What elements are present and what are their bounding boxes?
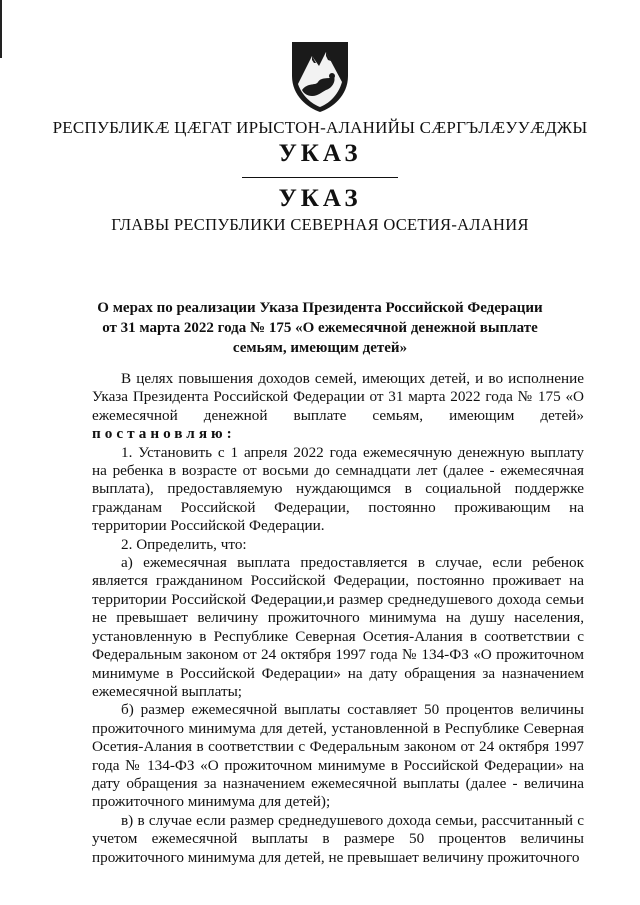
- intro-paragraph: [92, 370, 584, 444]
- title-line: от 31 марта 2022 года № 175 «О ежемесячной денежной выплате: [102, 320, 538, 336]
- paragraph-2: 2. Определить, что:: [121, 535, 247, 553]
- decree-heading-ossetian: УКАЗ: [278, 140, 362, 167]
- header-divider: [242, 177, 398, 178]
- document-title: [0, 298, 640, 358]
- intro-text: В целях повышения доходов семей, имеющих детей, и во исполнение Указа Президента Российской Федерации от 31 марта 2022 года № 175 «О ежемесячной денежной выплате семьям, имеющим детей»: [92, 370, 584, 424]
- paragraph-2b: б) размер ежемесячной выплаты составляет 50 процентов величины прожиточного минимума для детей, установленной в Республике Северная Осетия-Алания в соответствии с Федеральным законом от 24 октября 1997 года № 134-ФЗ «О прожиточном минимуме в Российской Федерации» на дату обращения за назначением ежемесячной выплаты (далее - величина прожиточного минимума для детей);: [92, 701, 584, 811]
- decree-word: постановляю:: [92, 425, 236, 443]
- paragraph-1: 1. Установить с 1 апреля 2022 года ежемесячную денежную выплату на ребенка в возрасте от восьми до семнадцати лет (далее - ежемесячная выплата), предоставляемую нуждающимся в социальной поддержке гражданам Российской Федерации, постоянно проживающим на территории Российской Федерации.: [92, 443, 584, 535]
- paragraph-2c: в) в случае если размер среднедушевого дохода семьи, рассчитанный с учетом ежемесячной выплаты в размере 50 процентов величины прожиточного минимума для детей, не превышает величину прожиточного: [92, 811, 584, 866]
- coat-of-arms-icon: [288, 36, 352, 114]
- title-line: семьям, имеющим детей»: [232, 340, 408, 356]
- paragraph-2a: а) ежемесячная выплата предоставляется в случае, если ребенок является гражданином Российской Федерации, постоянно проживает на территории Российской Федерации,и размер среднедушевого дохода семьи не превышает величину прожиточного минимума на душу населения, установленную в Республике Северная Осетия-Алания в соответствии с Федеральным законом от 24 октября 1997 года № 134-ФЗ «О прожиточном минимуме в Российской Федерации» на дату обращения за назначением ежемесячной выплаты;: [92, 554, 584, 700]
- header-ossetian: РЕСПУБЛИКӔ ЦӔГАТ ИРЫСТОН-АЛАНИЙЫ СӔРГЪЛӔУУӔДЖЫ: [52, 118, 588, 137]
- title-line: О мерах по реализации Указа Президента Российской Федерации: [97, 300, 543, 316]
- decree-heading-russian: УКАЗ: [278, 185, 362, 212]
- header-russian: ГЛАВЫ РЕСПУБЛИКИ СЕВЕРНАЯ ОСЕТИЯ-АЛАНИЯ: [111, 215, 529, 234]
- scan-edge-mark: [0, 0, 2, 58]
- document-body: [92, 370, 584, 867]
